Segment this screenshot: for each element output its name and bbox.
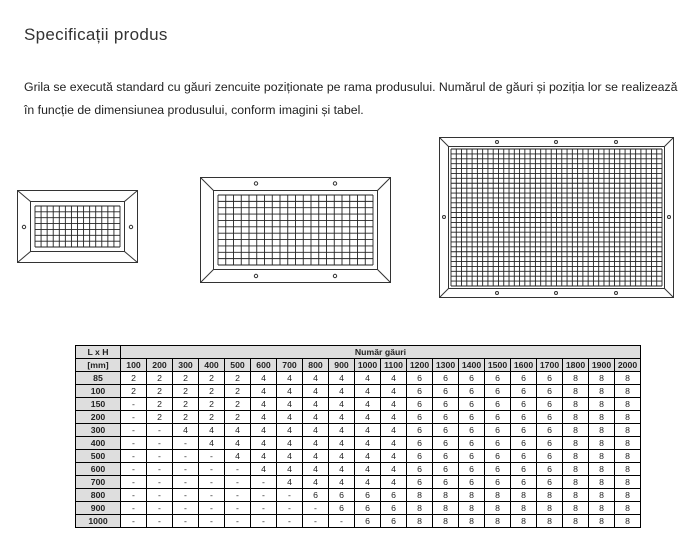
table-cell: - — [147, 437, 173, 450]
table-cell: 2 — [147, 372, 173, 385]
table-cell: 6 — [459, 398, 485, 411]
grille-large-illustration — [439, 137, 674, 298]
column-header-700: 700 — [277, 359, 303, 372]
table-header-row-2 — [76, 359, 641, 372]
table-cell: 8 — [589, 398, 615, 411]
table-cell: 6 — [381, 515, 407, 528]
table-cell: 8 — [511, 489, 537, 502]
row-label: 700 — [76, 476, 121, 489]
table-cell: 8 — [433, 489, 459, 502]
table-cell: - — [121, 398, 147, 411]
table-cell: 4 — [329, 450, 355, 463]
table-cell: 6 — [485, 476, 511, 489]
row-label: 85 — [76, 372, 121, 385]
table-cell: 8 — [615, 385, 641, 398]
table-cell: 6 — [537, 424, 563, 437]
table-cell: - — [251, 515, 277, 528]
table-cell: 6 — [511, 476, 537, 489]
table-cell: 6 — [511, 398, 537, 411]
table-cell: 4 — [329, 463, 355, 476]
table-cell: 6 — [459, 463, 485, 476]
table-cell: 8 — [589, 424, 615, 437]
table-cell: 8 — [563, 476, 589, 489]
table-cell: 6 — [381, 502, 407, 515]
table-cell: 4 — [381, 411, 407, 424]
grille-medium-mesh — [218, 195, 373, 265]
table-cell: 8 — [433, 502, 459, 515]
table-cell: - — [147, 463, 173, 476]
table-cell: 6 — [433, 463, 459, 476]
table-cell: 8 — [407, 489, 433, 502]
table-cell: 8 — [589, 411, 615, 424]
table-cell: 6 — [407, 450, 433, 463]
table-cell: 4 — [355, 372, 381, 385]
table-cell: - — [329, 515, 355, 528]
column-header-1200: 1200 — [407, 359, 433, 372]
table-cell: 8 — [589, 437, 615, 450]
table-cell: 6 — [537, 437, 563, 450]
table-cell: 6 — [485, 424, 511, 437]
row-label: 1000 — [76, 515, 121, 528]
table-cell: 6 — [407, 437, 433, 450]
table-cell: - — [199, 489, 225, 502]
table-cell: 4 — [355, 437, 381, 450]
table-cell: - — [147, 502, 173, 515]
table-cell: 8 — [589, 515, 615, 528]
column-header-1800: 1800 — [563, 359, 589, 372]
column-header-1700: 1700 — [537, 359, 563, 372]
table-row — [76, 489, 641, 502]
table-cell: 4 — [277, 424, 303, 437]
table-cell: 4 — [303, 463, 329, 476]
holes-spec-table — [75, 345, 641, 528]
table-cell: 8 — [433, 515, 459, 528]
table-cell: 4 — [329, 437, 355, 450]
table-row — [76, 398, 641, 411]
table-cell: 6 — [537, 372, 563, 385]
table-cell: - — [303, 515, 329, 528]
table-cell: - — [225, 463, 251, 476]
column-header-600: 600 — [251, 359, 277, 372]
table-cell: 8 — [511, 502, 537, 515]
table-cell: - — [173, 476, 199, 489]
table-cell: 4 — [303, 398, 329, 411]
table-cell: 4 — [225, 424, 251, 437]
table-cell: 6 — [485, 450, 511, 463]
table-row — [76, 476, 641, 489]
table-cell: 6 — [355, 515, 381, 528]
row-label: 500 — [76, 450, 121, 463]
description-line-2: în funcție de dimensiunea produsului, conform imagini și tabel. — [24, 103, 364, 117]
table-cell: 4 — [381, 424, 407, 437]
table-cell: 2 — [147, 398, 173, 411]
table-cell: 8 — [563, 437, 589, 450]
grille-small-illustration — [17, 190, 138, 263]
table-row — [76, 463, 641, 476]
table-cell: 6 — [407, 385, 433, 398]
table-cell: 2 — [225, 385, 251, 398]
table-cell: 2 — [225, 398, 251, 411]
table-cell: 8 — [563, 489, 589, 502]
table-cell: 6 — [381, 489, 407, 502]
table-cell: 8 — [615, 437, 641, 450]
table-cell: - — [173, 489, 199, 502]
table-cell: - — [173, 502, 199, 515]
table-cell: 2 — [121, 385, 147, 398]
table-cell: 4 — [381, 398, 407, 411]
table-cell: 6 — [433, 450, 459, 463]
row-label: 400 — [76, 437, 121, 450]
table-cell: - — [121, 463, 147, 476]
table-cell: - — [199, 502, 225, 515]
table-cell: 4 — [173, 424, 199, 437]
column-header-900: 900 — [329, 359, 355, 372]
table-cell: 8 — [563, 372, 589, 385]
table-cell: 8 — [511, 515, 537, 528]
table-cell: - — [173, 463, 199, 476]
table-cell: 6 — [537, 476, 563, 489]
grille-medium-illustration — [200, 177, 391, 283]
table-cell: 8 — [459, 502, 485, 515]
table-cell: 8 — [589, 463, 615, 476]
table-cell: 8 — [485, 489, 511, 502]
row-label: 600 — [76, 463, 121, 476]
row-label: 100 — [76, 385, 121, 398]
table-cell: - — [251, 502, 277, 515]
table-cell: 6 — [407, 476, 433, 489]
table-cell: 6 — [511, 411, 537, 424]
table-cell: - — [147, 489, 173, 502]
table-cell: 4 — [355, 398, 381, 411]
table-cell: - — [199, 450, 225, 463]
table-cell: 4 — [329, 424, 355, 437]
table-cell: 2 — [147, 411, 173, 424]
corner-label-top: L x H — [76, 346, 121, 359]
table-cell: 4 — [199, 437, 225, 450]
row-label: 150 — [76, 398, 121, 411]
column-header-1000: 1000 — [355, 359, 381, 372]
table-cell: 4 — [277, 450, 303, 463]
table-cell: - — [225, 515, 251, 528]
table-cell: - — [173, 437, 199, 450]
table-cell: 4 — [251, 463, 277, 476]
table-cell: - — [147, 515, 173, 528]
table-cell: 6 — [511, 385, 537, 398]
column-header-300: 300 — [173, 359, 199, 372]
table-cell: 4 — [303, 476, 329, 489]
table-cell: 6 — [459, 424, 485, 437]
table-cell: 6 — [485, 437, 511, 450]
column-header-800: 800 — [303, 359, 329, 372]
table-cell: 6 — [537, 411, 563, 424]
table-cell: - — [121, 411, 147, 424]
table-cell: 6 — [511, 437, 537, 450]
table-cell: 6 — [537, 450, 563, 463]
table-cell: 6 — [459, 450, 485, 463]
column-header-1300: 1300 — [433, 359, 459, 372]
table-cell: - — [121, 424, 147, 437]
table-row — [76, 515, 641, 528]
table-cell: 2 — [199, 398, 225, 411]
table-cell: 8 — [459, 515, 485, 528]
table-cell: 8 — [615, 489, 641, 502]
table-cell: 4 — [251, 424, 277, 437]
table-cell: 4 — [355, 476, 381, 489]
table-cell: 6 — [355, 502, 381, 515]
column-header-1900: 1900 — [589, 359, 615, 372]
table-cell: 6 — [485, 385, 511, 398]
table-row — [76, 385, 641, 398]
table-cell: 4 — [303, 437, 329, 450]
table-cell: - — [199, 463, 225, 476]
table-cell: 2 — [225, 411, 251, 424]
table-cell: 8 — [615, 398, 641, 411]
table-cell: 4 — [277, 385, 303, 398]
table-cell: 4 — [355, 385, 381, 398]
table-cell: 4 — [329, 476, 355, 489]
table-cell: 6 — [485, 372, 511, 385]
table-cell: 6 — [511, 450, 537, 463]
table-cell: - — [173, 450, 199, 463]
table-cell: - — [121, 437, 147, 450]
table-cell: 8 — [615, 463, 641, 476]
table-cell: 4 — [329, 385, 355, 398]
table-cell: 8 — [589, 385, 615, 398]
table-cell: 4 — [277, 463, 303, 476]
column-header-100: 100 — [121, 359, 147, 372]
table-cell: 8 — [615, 372, 641, 385]
table-cell: 4 — [381, 372, 407, 385]
table-cell: 4 — [199, 424, 225, 437]
table-cell: - — [121, 450, 147, 463]
table-cell: - — [121, 489, 147, 502]
table-cell: - — [121, 476, 147, 489]
table-cell: 8 — [563, 450, 589, 463]
table-cell: 6 — [407, 463, 433, 476]
table-cell: 2 — [173, 372, 199, 385]
table-cell: 6 — [433, 385, 459, 398]
table-cell: 4 — [303, 450, 329, 463]
table-cell: 4 — [381, 450, 407, 463]
table-cell: - — [121, 515, 147, 528]
grille-large-mesh — [451, 149, 662, 286]
table-cell: 8 — [407, 515, 433, 528]
table-cell: - — [199, 476, 225, 489]
table-cell: 6 — [407, 411, 433, 424]
table-cell: 6 — [329, 502, 355, 515]
table-cell: 4 — [277, 476, 303, 489]
table-cell: - — [251, 489, 277, 502]
table-cell: - — [225, 502, 251, 515]
table-cell: 4 — [303, 385, 329, 398]
table-cell: 8 — [589, 450, 615, 463]
table-cell: 8 — [615, 502, 641, 515]
table-cell: 2 — [199, 372, 225, 385]
table-cell: 8 — [615, 515, 641, 528]
table-cell: - — [277, 489, 303, 502]
table-cell: 4 — [303, 424, 329, 437]
page-title: Specificații produs — [24, 25, 168, 44]
table-cell: 8 — [615, 450, 641, 463]
table-cell: 4 — [303, 411, 329, 424]
table-row — [76, 372, 641, 385]
table-cell: 8 — [589, 476, 615, 489]
table-cell: 2 — [121, 372, 147, 385]
column-header-400: 400 — [199, 359, 225, 372]
table-cell: 4 — [251, 372, 277, 385]
table-cell: 4 — [355, 463, 381, 476]
row-label: 300 — [76, 424, 121, 437]
table-cell: 4 — [329, 398, 355, 411]
table-cell: 8 — [563, 502, 589, 515]
row-label: 900 — [76, 502, 121, 515]
table-cell: 8 — [563, 515, 589, 528]
table-cell: 2 — [147, 385, 173, 398]
table-row — [76, 450, 641, 463]
column-header-200: 200 — [147, 359, 173, 372]
table-cell: 4 — [251, 411, 277, 424]
table-row — [76, 502, 641, 515]
table-cell: - — [173, 515, 199, 528]
row-label: 800 — [76, 489, 121, 502]
table-cell: 6 — [407, 372, 433, 385]
row-label: 200 — [76, 411, 121, 424]
table-cell: 4 — [329, 372, 355, 385]
table-cell: 8 — [615, 411, 641, 424]
column-header-1100: 1100 — [381, 359, 407, 372]
table-cell: 2 — [225, 372, 251, 385]
table-cell: 4 — [381, 476, 407, 489]
table-cell: 4 — [355, 411, 381, 424]
table-cell: 8 — [589, 502, 615, 515]
table-cell: 4 — [251, 385, 277, 398]
table-cell: 4 — [277, 411, 303, 424]
table-cell: 6 — [433, 424, 459, 437]
table-header-row-1 — [76, 346, 641, 359]
table-cell: 6 — [511, 463, 537, 476]
table-cell: 4 — [251, 437, 277, 450]
table-cell: 6 — [459, 411, 485, 424]
table-cell: 4 — [277, 372, 303, 385]
table-row — [76, 411, 641, 424]
table-cell: 6 — [537, 398, 563, 411]
corner-label-bottom: [mm] — [76, 359, 121, 372]
table-cell: 8 — [589, 372, 615, 385]
column-header-1500: 1500 — [485, 359, 511, 372]
table-cell: 6 — [433, 437, 459, 450]
table-cell: 4 — [277, 437, 303, 450]
table-cell: 4 — [381, 437, 407, 450]
table-cell: 2 — [199, 385, 225, 398]
description-line-1: Grila se execută standard cu găuri zencuite poziționate pe rama produsului. Numărul de găuri și poziția lor se realizează — [24, 80, 678, 94]
table-cell: 8 — [485, 502, 511, 515]
column-header-2000: 2000 — [615, 359, 641, 372]
table-cell: 8 — [537, 515, 563, 528]
table-cell: 6 — [459, 437, 485, 450]
table-cell: 8 — [563, 463, 589, 476]
table-cell: 4 — [381, 385, 407, 398]
table-cell: 6 — [537, 463, 563, 476]
table-cell: - — [147, 476, 173, 489]
table-cell: - — [303, 502, 329, 515]
table-cell: 6 — [355, 489, 381, 502]
column-header-1400: 1400 — [459, 359, 485, 372]
table-cell: 8 — [563, 424, 589, 437]
table-cell: 6 — [433, 372, 459, 385]
table-cell: 4 — [277, 398, 303, 411]
table-cell: 6 — [407, 398, 433, 411]
table-cell: - — [225, 489, 251, 502]
table-cell: 6 — [433, 476, 459, 489]
table-cell: 2 — [173, 411, 199, 424]
table-cell: 4 — [381, 463, 407, 476]
table-cell: 6 — [537, 385, 563, 398]
table-cell: 6 — [459, 385, 485, 398]
table-cell: 6 — [511, 424, 537, 437]
table-cell: 4 — [355, 450, 381, 463]
table-cell: 6 — [485, 398, 511, 411]
table-cell: 8 — [407, 502, 433, 515]
table-cell: 2 — [199, 411, 225, 424]
column-header-500: 500 — [225, 359, 251, 372]
table-cell: - — [277, 515, 303, 528]
table-cell: 6 — [329, 489, 355, 502]
table-cell: 6 — [433, 411, 459, 424]
table-cell: 8 — [537, 489, 563, 502]
table-cell: - — [147, 424, 173, 437]
table-row — [76, 437, 641, 450]
table-cell: 6 — [511, 372, 537, 385]
table-cell: 4 — [303, 372, 329, 385]
table-cell: 6 — [433, 398, 459, 411]
column-header-1600: 1600 — [511, 359, 537, 372]
table-cell: 8 — [537, 502, 563, 515]
table-cell: 8 — [563, 398, 589, 411]
table-cell: 2 — [173, 385, 199, 398]
table-cell: 8 — [485, 515, 511, 528]
table-cell: - — [199, 515, 225, 528]
table-row — [76, 424, 641, 437]
table-cell: 6 — [459, 476, 485, 489]
table-cell: 8 — [563, 385, 589, 398]
table-cell: 8 — [615, 424, 641, 437]
table-cell: - — [121, 502, 147, 515]
table-cell: 6 — [485, 463, 511, 476]
table-cell: 4 — [225, 450, 251, 463]
table-cell: 4 — [329, 411, 355, 424]
group-header: Număr găuri — [121, 346, 641, 359]
table-cell: 6 — [303, 489, 329, 502]
table-cell: 4 — [251, 398, 277, 411]
table-cell: 6 — [459, 372, 485, 385]
table-cell: - — [277, 502, 303, 515]
table-cell: 8 — [563, 411, 589, 424]
table-cell: 2 — [173, 398, 199, 411]
table-cell: 8 — [459, 489, 485, 502]
table-cell: 8 — [589, 489, 615, 502]
table-cell: - — [225, 476, 251, 489]
table-cell: 4 — [355, 424, 381, 437]
table-cell: 4 — [251, 450, 277, 463]
table-cell: 6 — [485, 411, 511, 424]
table-cell: - — [147, 450, 173, 463]
table-cell: 6 — [407, 424, 433, 437]
table-cell: 8 — [615, 476, 641, 489]
table-cell: - — [251, 476, 277, 489]
table-cell: 4 — [225, 437, 251, 450]
